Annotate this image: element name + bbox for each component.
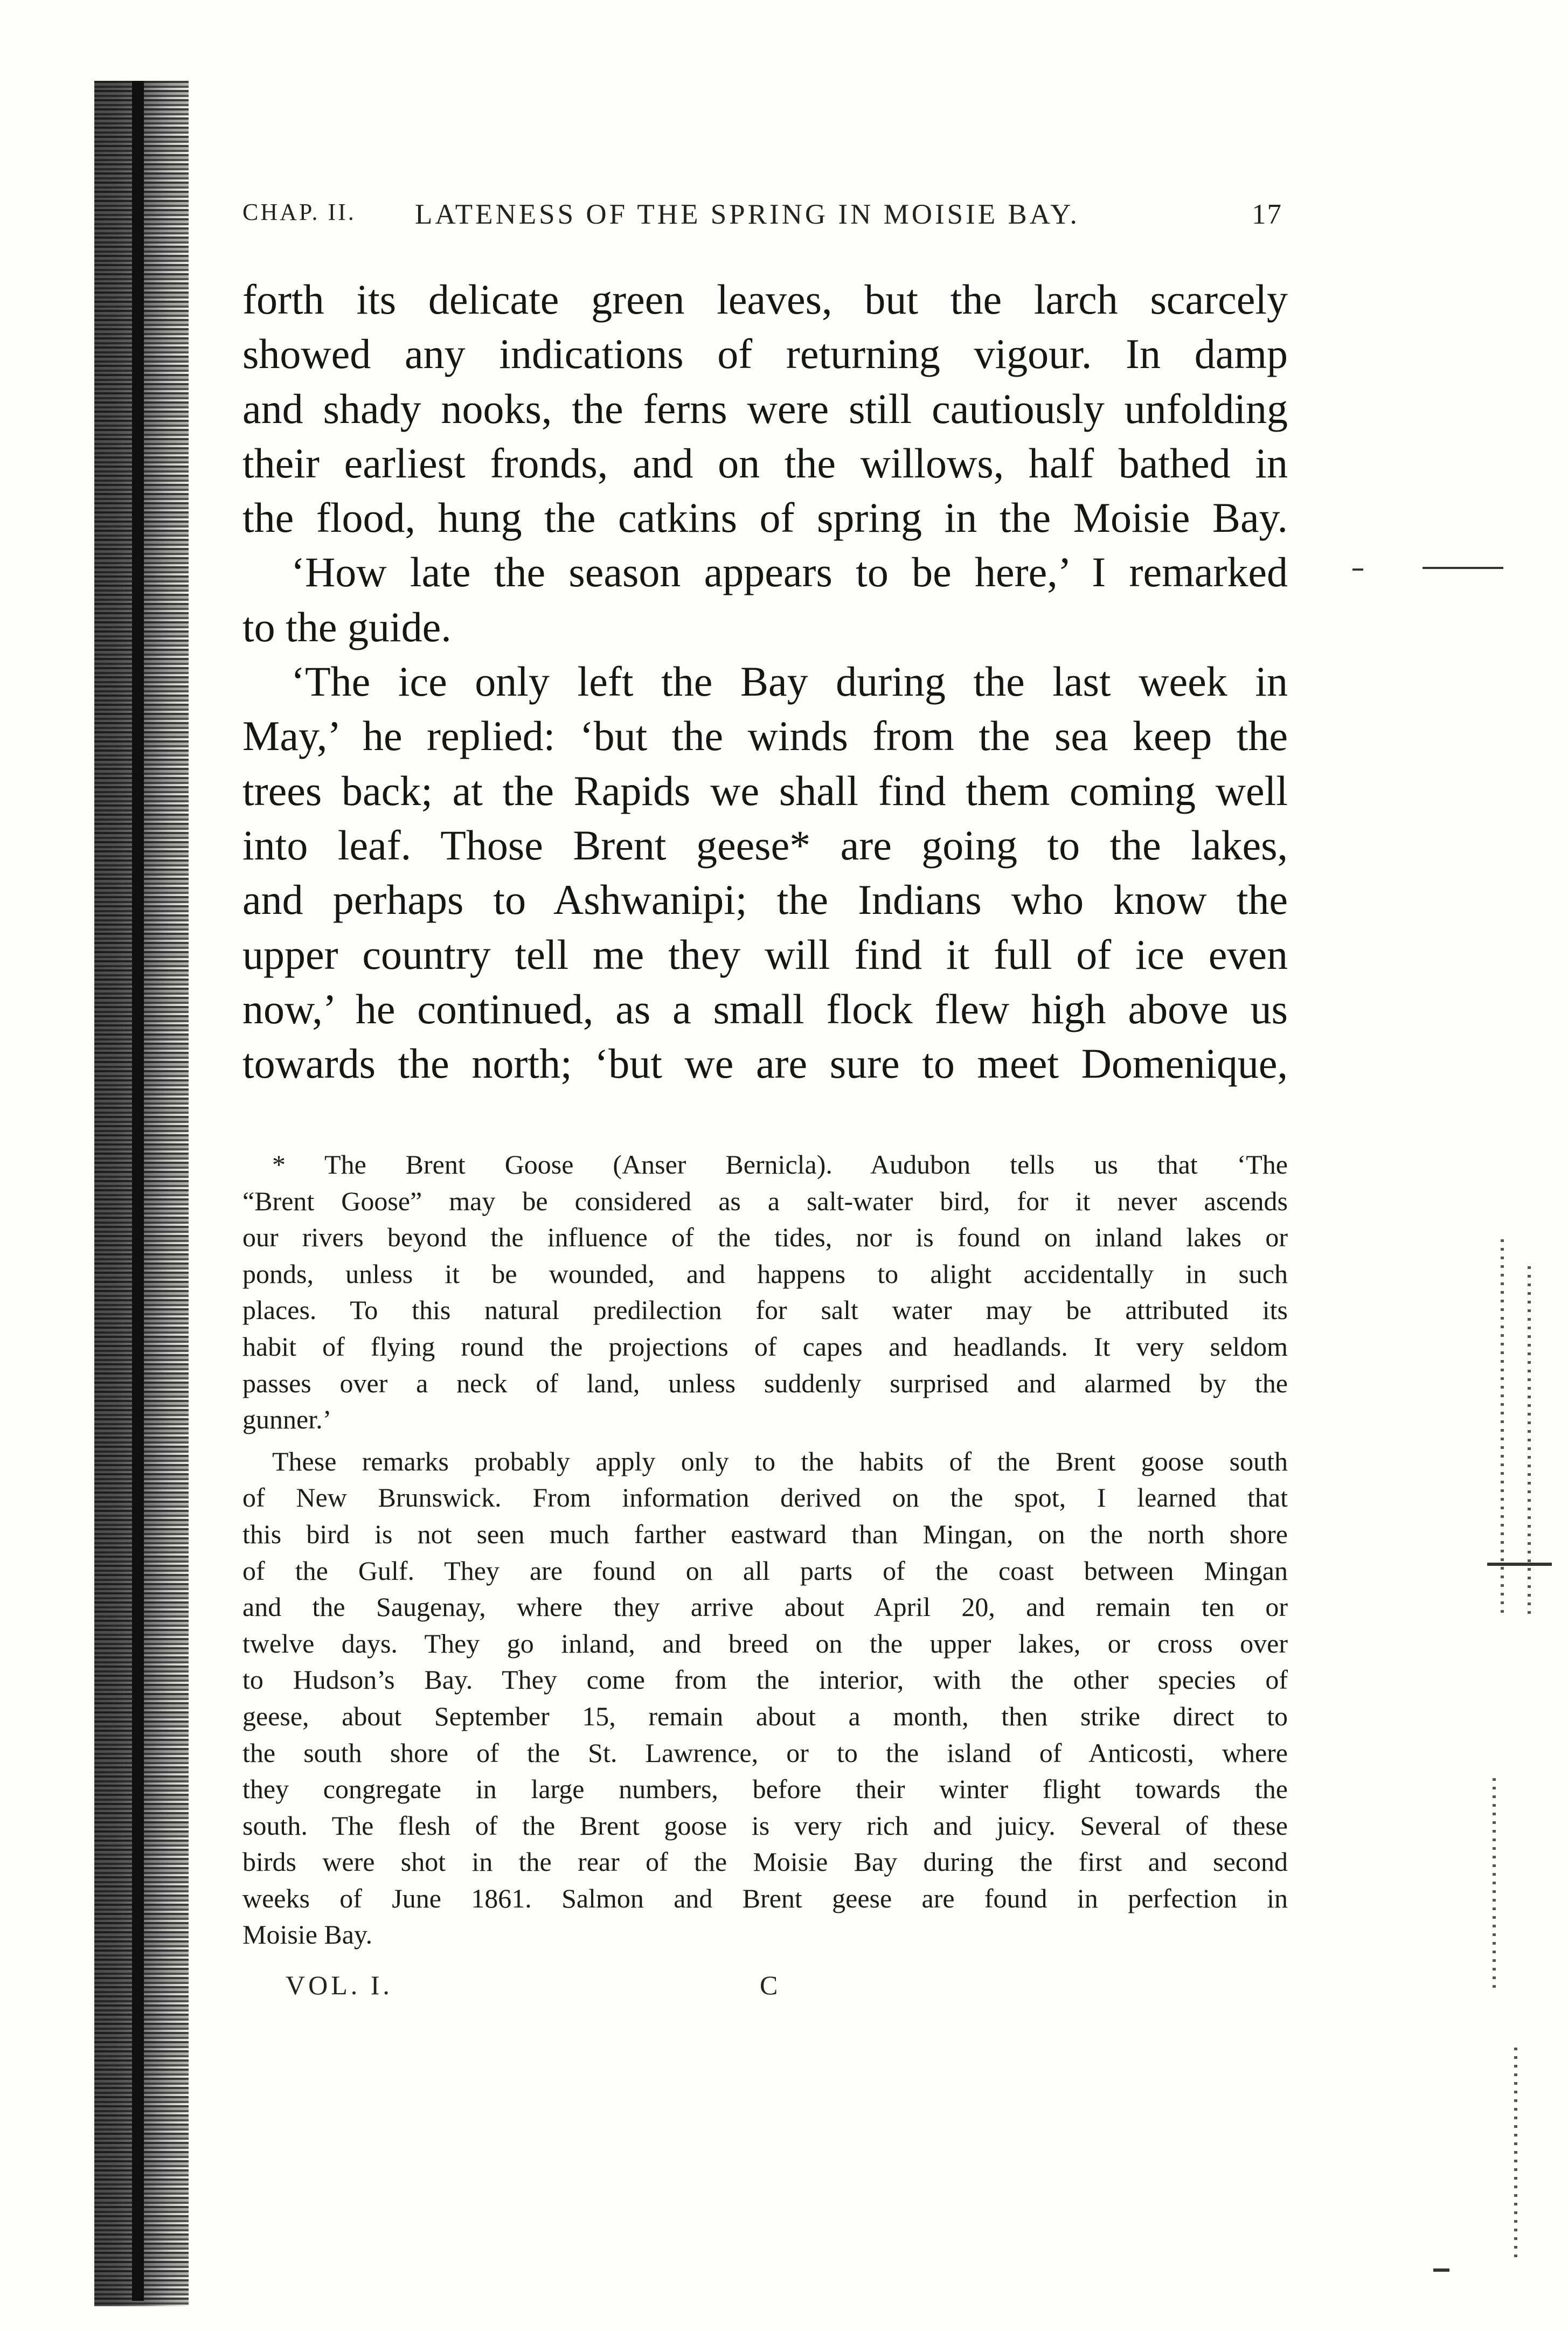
scan-mark (1433, 2268, 1449, 2272)
footnote-line: places. To this natural predilection for salt water may be attributed its (242, 1295, 1288, 1326)
body-line: trees back; at the Rapids we shall find them coming well (242, 767, 1288, 814)
footnote-line: These remarks probably apply only to the habits of the Brent goose south (272, 1446, 1288, 1476)
footnote-line: geese, about September 15, remain about a month, then strike direct to (242, 1701, 1288, 1731)
footnote-line: * The Brent Goose (Anser Bernicla). Audubon tells us that ‘The (272, 1149, 1288, 1180)
footnote-line: this bird is not seen much farther eastward than Mingan, on the north shore (242, 1518, 1288, 1549)
scan-mark (1423, 567, 1503, 569)
body-line: ‘The ice only left the Bay during the last week in (291, 658, 1288, 705)
footnote-line: habit of flying round the projections of capes and headlands. It very seldom (242, 1331, 1288, 1362)
body-line: now,’ he continued, as a small flock flew high above us (242, 985, 1288, 1032)
footnote-line: of New Brunswick. From information derived on the spot, I learned that (242, 1482, 1288, 1513)
footnote-line: passes over a neck of land, unless suddenly surprised and alarmed by the (242, 1368, 1288, 1398)
body-line: and perhaps to Ashwanipi; the Indians who know the (242, 876, 1288, 924)
chapter-label: CHAP. II. (242, 199, 356, 225)
footnote-gap (242, 1438, 1288, 1444)
footnote-line: ponds, unless it be wounded, and happens to alight accidentally in such (242, 1258, 1288, 1289)
scan-mark (1352, 568, 1363, 571)
footnote-line: birds were shot in the rear of the Moisie Bay during the first and second (242, 1847, 1288, 1877)
running-head (242, 198, 1282, 241)
footnote-line: of the Gulf. They are found on all parts of the coast between Mingan (242, 1555, 1288, 1586)
footnote-line: and the Saugenay, where they arrive about April 20, and remain ten or (242, 1592, 1288, 1622)
body-line: into leaf. Those Brent geese* are going to the lakes, (242, 821, 1288, 869)
body-line: their earliest fronds, and on the willows, half bathed in (242, 439, 1288, 487)
footnotes (242, 1147, 1288, 1953)
body-line: forth its delicate green leaves, but the larch scarcely (242, 276, 1288, 323)
scan-dots (1501, 1239, 1504, 1617)
scan-dots (1528, 1266, 1531, 1617)
body-line: to the guide. (242, 603, 452, 650)
body-line: ‘How late the season appears to be here,’ I remarked (291, 549, 1288, 596)
page-number: 17 (1252, 199, 1282, 230)
footnote-line: to Hudson’s Bay. They come from the interior, with the other species of (242, 1664, 1288, 1695)
signature-line (286, 1969, 824, 2013)
footnote-line: south. The flesh of the Brent goose is very rich and juicy. Several of these (242, 1810, 1288, 1841)
body-text (242, 272, 1288, 1091)
footnote-line: weeks of June 1861. Salmon and Brent geese are found in perfection in (242, 1883, 1288, 1913)
binding-edge (132, 81, 144, 2301)
footnote-line: gunner.’ (242, 1404, 332, 1435)
scan-dots (1514, 2048, 1517, 2263)
body-line: upper country tell me they will find it full of ice even (242, 931, 1288, 978)
footnote-line: “Brent Goose” may be considered as a salt-water bird, for it never ascends (242, 1185, 1288, 1216)
footnote-line: they congregate in large numbers, before their winter flight towards the (242, 1774, 1288, 1805)
body-line: and shady nooks, the ferns were still cautiously unfolding (242, 385, 1288, 432)
footnote-line: twelve days. They go inland, and breed on the upper lakes, or cross over (242, 1628, 1288, 1659)
signature-mark: C (760, 1970, 781, 2000)
footnote-line: our rivers beyond the influence of the tides, nor is found on inland lakes or (242, 1222, 1288, 1253)
scan-mark (1487, 1563, 1552, 1566)
body-line: showed any indications of returning vigour. In damp (242, 330, 1288, 378)
body-line: the flood, hung the catkins of spring in the Moisie Bay. (242, 494, 1288, 542)
volume-label: VOL. I. (286, 1970, 393, 2000)
body-line: towards the north; ‘but we are sure to meet Domenique, (242, 1040, 1288, 1087)
running-title: LATENESS OF THE SPRING IN MOISIE BAY. (415, 199, 1080, 230)
footnote-line: Moisie Bay. (242, 1919, 373, 1950)
scan-dots (1493, 1778, 1496, 1994)
footnote-line: the south shore of the St. Lawrence, or to the island of Anticosti, where (242, 1737, 1288, 1768)
body-line: May,’ he replied: ‘but the winds from the sea keep the (242, 712, 1288, 760)
